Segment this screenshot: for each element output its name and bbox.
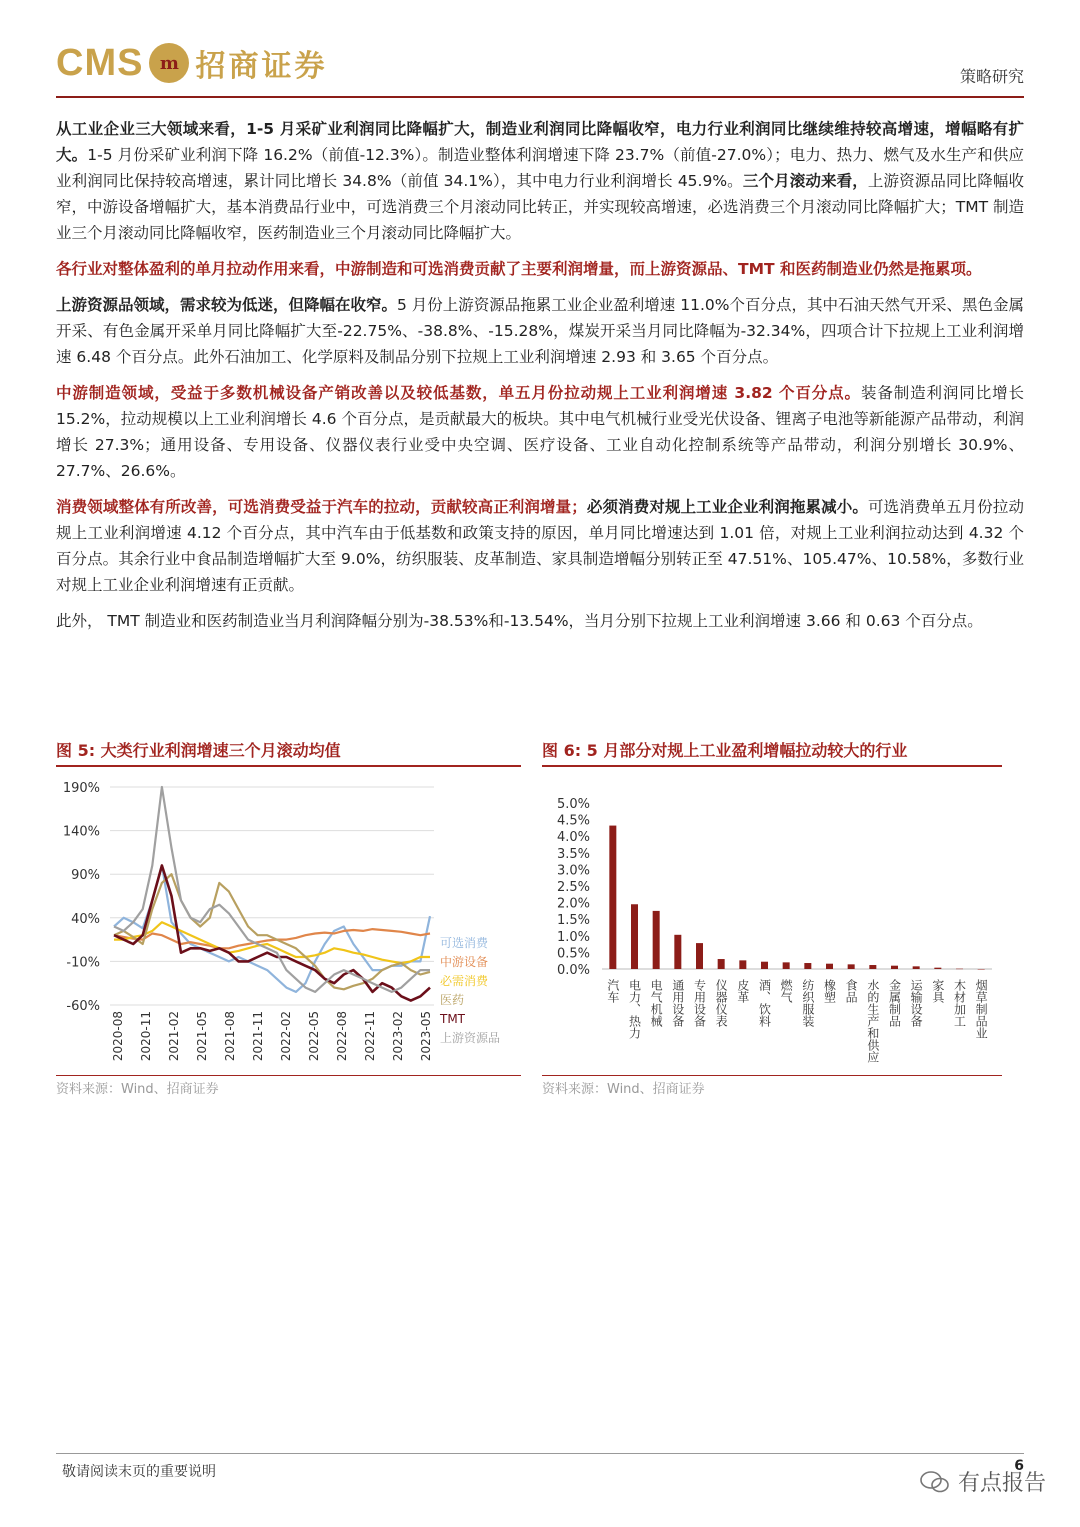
x-tick-label: 2021-02	[167, 1011, 181, 1062]
bar	[826, 964, 833, 969]
x-tick-label: 2022-08	[335, 1011, 349, 1062]
paragraph-6: 此外， TMT 制造业和医药制造业当月利润降幅分别为-38.53%和-13.54%，当月分别下拉规上工业利润增速 3.66 和 0.63 个百分点。	[56, 612, 983, 630]
bar	[934, 968, 941, 969]
paragraph-5-lead-red: 消费领域整体有所改善，可选消费受益于汽车的拉动，贡献较高正利润增量；	[56, 498, 587, 516]
bar	[739, 960, 746, 969]
cms-logo	[56, 38, 327, 88]
legend-label: 上游资源品	[440, 1031, 501, 1045]
y-tick-label: 2.5%	[556, 880, 590, 895]
line-chart	[56, 767, 521, 1077]
category-label: 汽车	[605, 979, 620, 1003]
logo-chinese: 招商证券	[195, 49, 328, 84]
logo-latin: CMS	[56, 41, 144, 84]
wechat-icon	[920, 1470, 950, 1494]
legend-label: 中游设备	[440, 955, 489, 969]
bar	[609, 826, 616, 969]
y-tick-label: 3.0%	[556, 863, 590, 879]
y-tick-label: 0.0%	[556, 963, 590, 978]
x-tick-label: 2021-11	[251, 1011, 265, 1062]
paragraph-1-text: 1-5 月份采矿业利润下降 16.2%（前值-12.3%）。制造业整体利润增速下降 23.7%（前值-27.0%）；电力、热力、燃气及水生产和供应业利润同比保持较高增速，累计同比增长 34.8%（前值 34.1%），其中电力行业利润增长 45.9%。	[56, 146, 1024, 190]
y-tick-label: 40%	[71, 911, 100, 927]
x-tick-label: 2023-05	[419, 1011, 433, 1062]
category-label: 仪器仪表	[714, 979, 729, 1027]
category-label: 电力、热力	[627, 979, 642, 1039]
y-tick-label: 0.5%	[556, 946, 590, 962]
y-tick-label: 1.0%	[556, 929, 590, 945]
paragraph-4-lead: 中游制造领域，受益于多数机械设备产销改善以及较低基数，单五月份拉动规上工业利润增速 3.82 个百分点。	[56, 384, 861, 402]
header-rule	[56, 96, 1024, 98]
paragraph-5	[56, 494, 1024, 598]
x-tick-label: 2021-05	[195, 1011, 209, 1062]
legend-label: 必需消费	[440, 974, 489, 988]
figure-6-rule	[542, 1075, 1002, 1076]
page-header	[56, 38, 1024, 98]
y-tick-label: 140%	[62, 824, 100, 840]
paragraph-4	[56, 380, 1024, 484]
footer-notice: 敬请阅读末页的重要说明	[62, 1464, 216, 1480]
y-tick-label: 2.0%	[556, 896, 590, 912]
category-label: 运输设备	[909, 979, 924, 1027]
x-tick-label: 2020-11	[139, 1011, 153, 1062]
bar	[869, 965, 876, 969]
legend-label: 医药	[440, 993, 465, 1007]
category-label: 水的生产和供应	[865, 979, 880, 1063]
figure-5-rule	[56, 1075, 521, 1076]
category-label: 专用设备	[692, 979, 707, 1027]
bar	[653, 911, 660, 969]
paragraph-2: 各行业对整体盈利的单月拉动作用来看，中游制造和可选消费贡献了主要利润增量，而上游资源品、TMT 和医药制造业仍然是拖累项。	[56, 260, 982, 278]
bar	[718, 959, 725, 969]
category-label: 皮革	[735, 979, 750, 1003]
x-tick-label: 2021-08	[223, 1011, 237, 1062]
category-label: 食品	[844, 979, 859, 1003]
category-label: 家具	[930, 979, 945, 1003]
category-label: 通用设备	[670, 979, 685, 1027]
bar	[848, 964, 855, 969]
category-label: 电气机械	[649, 979, 664, 1027]
bar	[631, 904, 638, 969]
y-tick-label: 3.5%	[556, 846, 590, 862]
figure-6-title: 图 6: 5 月部分对规上工业盈利增幅拉动较大的行业	[542, 738, 1002, 767]
body-text	[56, 116, 1024, 644]
watermark-text: 有点报告	[957, 1471, 1046, 1496]
paragraph-1-lead2: 三个月滚动来看，	[742, 172, 868, 190]
bar	[761, 962, 768, 969]
category-label: 燃气	[779, 979, 794, 1003]
series-line	[114, 922, 430, 963]
x-tick-label: 2023-02	[391, 1011, 405, 1062]
y-tick-label: 90%	[71, 868, 100, 884]
bar	[891, 966, 898, 969]
paragraph-1-text2: 上游资源品同比降幅收窄，中游设备增幅扩大，基本消费品行业中，可选消费三个月滚动同比转正，并实现较高增速，必选消费三个月滚动同比降幅扩大；TMT 制造业三个月滚动同比降幅收窄，医药制造业三个月滚动同比降幅扩大。	[56, 172, 1024, 242]
paragraph-3	[56, 292, 1024, 370]
x-tick-label: 2022-11	[363, 1011, 377, 1062]
bar	[696, 943, 703, 969]
bar	[783, 962, 790, 969]
bar	[978, 969, 985, 970]
paragraph-5-lead: 必须消费对规上工业企业利润拖累减小。	[586, 498, 868, 516]
category-label: 橡塑	[822, 979, 837, 1003]
paragraph-1-lead: 从工业企业三大领域来看，1-5 月采矿业利润同比降幅扩大，制造业利润同比降幅收窄，电力行业利润同比继续维持较高增速，增幅略有扩大。	[56, 120, 1024, 164]
y-tick-label: 4.5%	[556, 813, 590, 829]
y-tick-label: 1.5%	[556, 913, 590, 929]
bar	[674, 935, 681, 969]
figure-5	[56, 738, 521, 1077]
bar-chart	[542, 767, 1002, 1077]
y-tick-label: -10%	[66, 955, 100, 971]
y-tick-label: -60%	[66, 999, 100, 1014]
footer-rule	[56, 1453, 1024, 1454]
figure-6	[542, 738, 1002, 1077]
paragraph-1	[56, 116, 1024, 246]
category-label: 烟草制品业	[974, 979, 989, 1039]
bar	[804, 963, 811, 969]
category-label: 金属制品	[887, 979, 902, 1027]
y-tick-label: 190%	[62, 781, 100, 796]
series-line	[114, 874, 430, 989]
logo-emblem-icon: m	[149, 43, 189, 83]
watermark	[920, 1466, 1046, 1497]
paragraph-3-lead: 上游资源品领域，需求较为低迷，但降幅在收窄。	[56, 296, 398, 314]
legend-label: 可选消费	[440, 936, 489, 950]
figure-5-title: 图 5: 大类行业利润增速三个月滚动均值	[56, 738, 521, 767]
paragraph-3-text: 5 月份上游资源品拖累工业企业盈利增速 11.0%个百分点，其中石油天然气开采、黑色金属开采、有色金属开采单月同比降幅扩大至-22.75%、-38.8%、-15.28%，煤炭开采当月同比降幅为-32.34%，四项合计下拉规上工业利润增速 6.48 个百分点。此外石油加工、化学原料及制品分别下拉规上工业利润增速 2.93 和 3.65 个百分点。	[56, 296, 1024, 366]
page-number: 6	[1014, 1458, 1024, 1474]
legend-label: TMT	[440, 1012, 466, 1026]
bar	[956, 969, 963, 970]
bar	[913, 966, 920, 969]
y-tick-label: 4.0%	[556, 830, 590, 846]
x-tick-label: 2022-02	[279, 1011, 293, 1062]
figure-6-source: 资料来源：Wind、招商证券	[542, 1082, 705, 1097]
category-label: 酒、饮料	[757, 979, 772, 1027]
paragraph-4-text: 装备制造利润同比增长 15.2%，拉动规模以上工业利润增长 4.6 个百分点，是贡献最大的板块。其中电气机械行业受光伏设备、锂离子电池等新能源产品带动，利润增长 27.3%；通用设备、专用设备、仪器仪表行业受中央空调、医疗设备、工业自动化控制系统等产品带动，利润分别增长 30.9%、27.7%、26.6%。	[56, 384, 1024, 480]
figure-5-source: 资料来源：Wind、招商证券	[56, 1082, 219, 1097]
x-tick-label: 2020-08	[111, 1011, 125, 1062]
x-tick-label: 2022-05	[307, 1011, 321, 1062]
paragraph-5-text: 可选消费单五月份拉动规上工业利润增速 4.12 个百分点，其中汽车由于低基数和政策支持的原因，单月同比增速达到 1.01 倍，对规上工业利润拉动达到 4.32 个百分点。其余行业中食品制造增幅扩大至 9.0%，纺织服装、皮革制造、家具制造增幅分别转正至 47.51%、105.47%、10.58%，多数行业对规上工业企业利润增速有正贡献。	[56, 498, 1024, 594]
section-label: 策略研究	[959, 67, 1024, 86]
category-label: 木材加工	[952, 979, 967, 1027]
y-tick-label: 5.0%	[556, 797, 590, 812]
category-label: 纺织服装	[800, 979, 815, 1027]
